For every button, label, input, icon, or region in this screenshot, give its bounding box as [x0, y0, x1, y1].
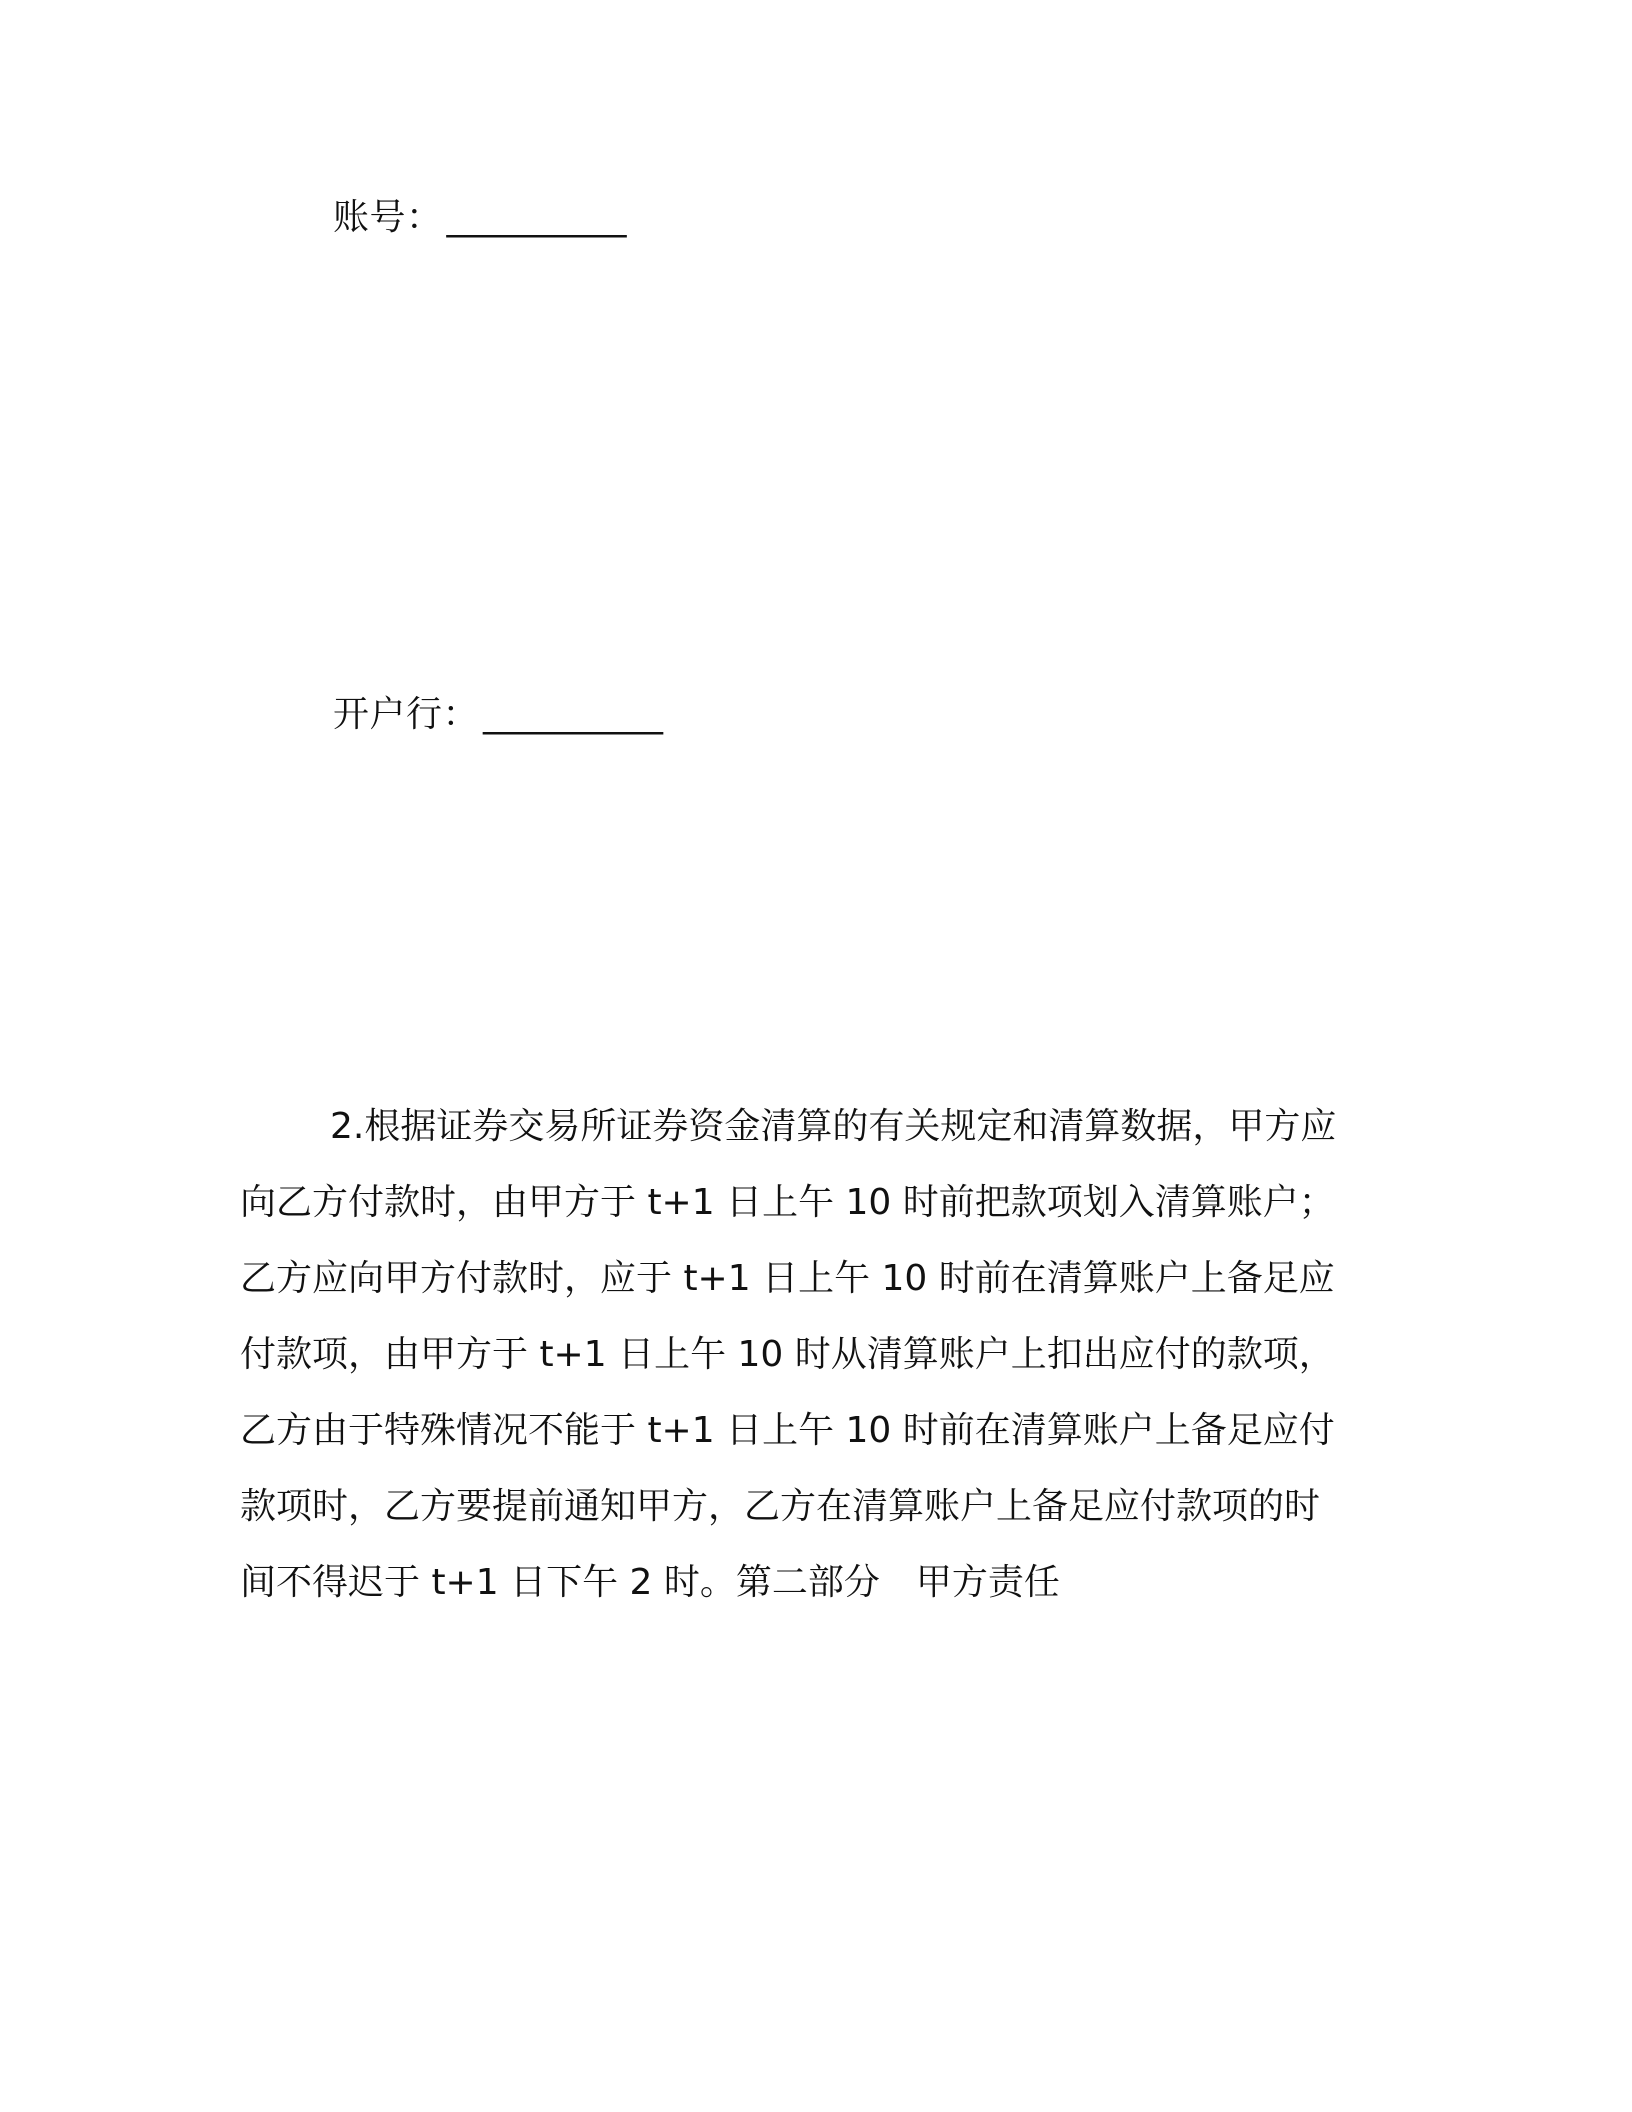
account-field — [333, 196, 627, 240]
paragraph-line: 间不得迟于 t+1 日下午 2 时。第二部分 甲方责任 — [240, 1562, 1060, 1603]
paragraph-line: 向乙方付款时，由甲方于 t+1 日上午 10 时前把款项划入清算账户； — [240, 1182, 1335, 1223]
bank-blank: __________ — [483, 694, 664, 735]
bank-field — [333, 693, 663, 737]
bank-label: 开户行： — [333, 694, 480, 735]
account-blank: __________ — [446, 197, 627, 238]
paragraph-line: 乙方由于特殊情况不能于 t+1 日上午 10 时前在清算账户上备足应付 — [240, 1410, 1335, 1451]
account-label: 账号： — [333, 197, 443, 238]
paragraph-line: 付款项，由甲方于 t+1 日上午 10 时从清算账户上扣出应付的款项， — [240, 1334, 1335, 1375]
settlement-paragraph — [240, 1089, 1390, 1621]
paragraph-line: 2.根据证券交易所证券资金清算的有关规定和清算数据，甲方应 — [330, 1106, 1337, 1147]
paragraph-line: 款项时，乙方要提前通知甲方，乙方在清算账户上备足应付款项的时 — [240, 1486, 1321, 1527]
paragraph-line: 乙方应向甲方付款时，应于 t+1 日上午 10 时前在清算账户上备足应 — [240, 1258, 1335, 1299]
